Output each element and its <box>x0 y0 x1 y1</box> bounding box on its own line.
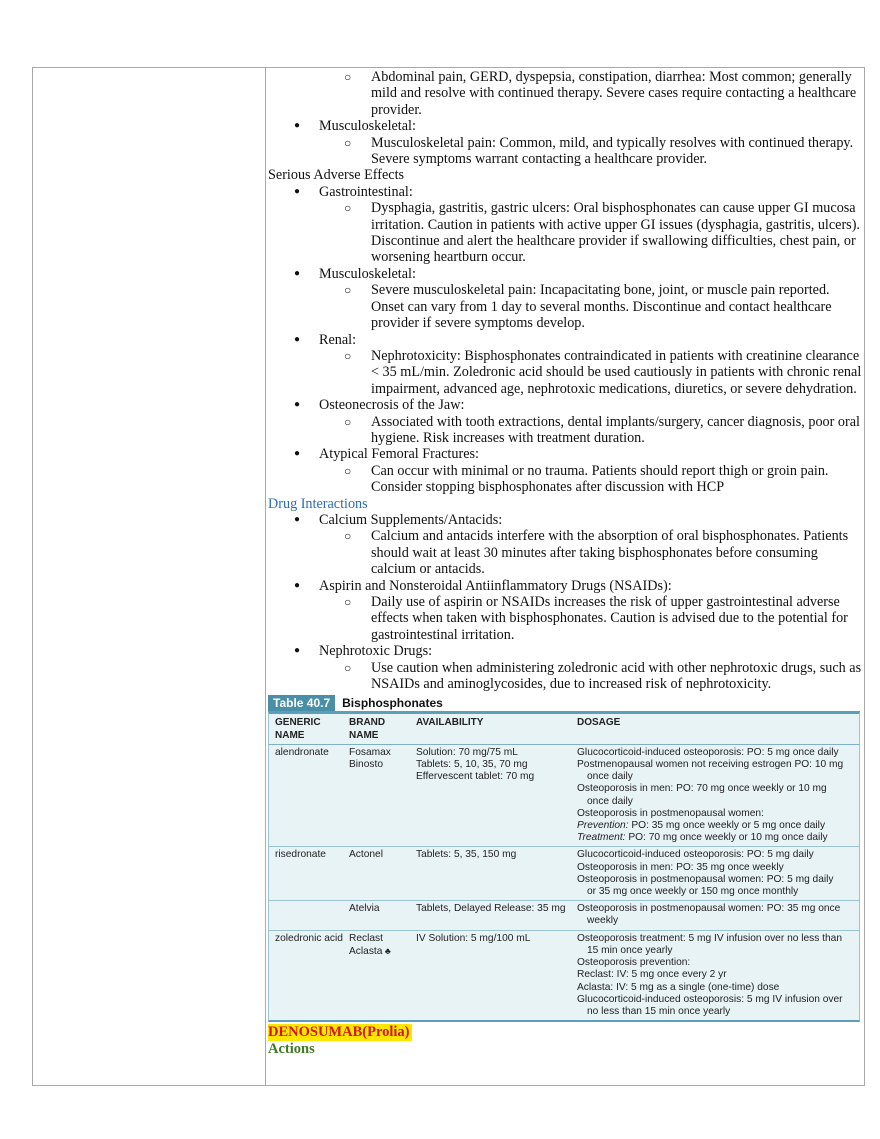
dosage-line <box>577 903 859 915</box>
table-number: Table 40.7 <box>268 695 335 711</box>
dosage-line <box>577 886 859 898</box>
cell-dosage <box>576 745 859 847</box>
availability-line: IV Solution: 5 mg/100 mL <box>416 932 531 944</box>
cell-brand <box>347 931 414 1020</box>
brand-name: Atelvia <box>349 903 380 915</box>
cell-availability <box>414 745 576 847</box>
section-heading: Serious Adverse Effects <box>268 167 405 184</box>
cell-generic <box>269 901 347 929</box>
dosage-label: Treatment: <box>577 832 626 844</box>
dosage-label: Prevention: <box>577 820 629 832</box>
sub-bullet-item: ○ Use caution when administering zoledronic acid with other nephrotoxic drugs, such as NSAIDs and aminoglycosides, due to increased risk of nephrotoxicity. <box>268 660 864 693</box>
cell-dosage <box>576 901 859 929</box>
dosage-text: Postmenopausal women not receiving estrogen PO: 10 mg <box>577 759 844 771</box>
dosage-line <box>577 771 859 783</box>
cell-generic: alendronate <box>275 746 329 758</box>
cell-availability <box>414 931 576 1020</box>
dosage-line <box>577 832 859 844</box>
header-dosage: DOSAGE <box>577 717 621 729</box>
sub-bullet-item: ○ Severe musculoskeletal pain: Incapacitating bone, joint, or muscle pain reported. Onset can vary from 1 day to several months. Discontinue and contact healthcare provider if severe symptoms develop. <box>268 282 864 331</box>
dosage-text: or 35 mg once weekly or 150 mg once monthly <box>587 886 799 898</box>
cell-dosage <box>576 931 859 1020</box>
bullet-item: ● Musculoskeletal: <box>268 266 864 282</box>
dosage-line <box>577 945 859 957</box>
dosage-line <box>577 994 859 1006</box>
table-title: Bisphosphonates <box>342 695 443 710</box>
table-row <box>269 745 859 848</box>
dosage-text: Osteoporosis in men: PO: 70 mg once weekly or 10 mg <box>577 783 827 795</box>
dosage-line <box>577 759 859 771</box>
sub-bullet-item: ○ Nephrotoxicity: Bisphosphonates contraindicated in patients with creatinine clearance < 35 mL/min. Zoledronic acid should be used cautiously in patients with chronic renal impairment, advanced age, nephrotoxic medications, diuretics, or severe dehydration. <box>268 348 864 397</box>
table-rows <box>269 745 859 1020</box>
dosage-line <box>577 933 859 945</box>
bullet-item: ● Gastrointestinal: <box>268 184 864 200</box>
dosage-text: no less than 15 min once yearly <box>587 1005 731 1017</box>
cell-availability <box>414 847 576 900</box>
cell-generic: zoledronic acid <box>275 932 343 944</box>
bullet-item: ● Atypical Femoral Fractures: <box>268 446 864 462</box>
availability-line: Tablets, Delayed Release: 35 mg <box>416 903 566 915</box>
dosage-text: 15 min once yearly <box>587 944 673 956</box>
table-header-row <box>269 714 859 744</box>
table-row <box>269 901 859 930</box>
header-generic: GENERIC NAME <box>275 717 321 741</box>
table-caption <box>268 694 860 711</box>
dosage-text: Glucocorticoid-induced osteoporosis: PO: 5 mg daily <box>577 849 814 861</box>
section-heading: Drug Interactions <box>268 495 368 512</box>
sub-bullet-item: ○ Daily use of aspirin or NSAIDs increases the risk of upper gastrointestinal adverse effects when taken with bisphosphonates. Caution is advised due to the potential for gastrointestinal irritation. <box>268 594 864 643</box>
brand-name: Fosamax <box>349 746 391 758</box>
dosage-text: Reclast: IV: 5 mg once every 2 yr <box>577 969 727 981</box>
maple-leaf-icon: ♣ <box>382 945 391 956</box>
sub-bullet-item: ○ Musculoskeletal pain: Common, mild, and typically resolves with continued therapy. Severe symptoms warrant contacting a healthcare provider. <box>268 135 864 168</box>
sub-bullet-item: ○ Calcium and antacids interfere with the absorption of oral bisphosphonates. Patients should wait at least 30 minutes after taking bisphosphonates before consuming calcium or antacids. <box>268 528 864 577</box>
dosage-line <box>577 915 859 927</box>
dosage-text: PO: 70 mg once weekly or 10 mg once daily <box>625 832 828 844</box>
brand-name: Actonel <box>349 849 383 861</box>
dosage-text: Osteoporosis in men: PO: 35 mg once weekly <box>577 861 784 873</box>
bullet-item: ● Renal: <box>268 332 864 348</box>
dosage-line <box>577 874 859 886</box>
header-brand: BRAND NAME <box>349 717 386 741</box>
dosage-text: Glucocorticoid-induced osteoporosis: PO: 5 mg once daily <box>577 746 839 758</box>
dosage-text: Osteoporosis in postmenopausal women: PO: 35 mg once <box>577 903 841 915</box>
cell-brand <box>347 847 414 900</box>
dosage-line <box>577 1006 859 1018</box>
dosage-text: PO: 35 mg once weekly or 5 mg once daily <box>628 820 826 832</box>
bullet-item: ● Musculoskeletal: <box>268 118 864 134</box>
dosage-text: Aclasta: IV: 5 mg as a single (one-time) dose <box>577 981 780 993</box>
sub-bullet-item: ○ Abdominal pain, GERD, dyspepsia, constipation, diarrhea: Most common; generally mild and resolve with continued therapy. Severe cases require contacting a healthcare provider. <box>268 69 864 118</box>
dosage-line <box>577 783 859 795</box>
sub-bullet-item: ○ Associated with tooth extractions, dental implants/surgery, cancer diagnosis, poor oral hygiene. Risk increases with treatment duration. <box>268 414 864 447</box>
bullet-item: ● Calcium Supplements/Antacids: <box>268 512 864 528</box>
dosage-text: weekly <box>587 915 619 927</box>
sub-bullet-item: ○ Dysphagia, gastritis, gastric ulcers: Oral bisphosphonates can cause upper GI mucosa irritation. Caution in patients with active upper GI issues (dysphagia, gastritis, ulcers). Discontinue and alert the healthcare provider if swallowing difficulties, chest pain, or worsening heartburn occur. <box>268 200 864 266</box>
table-row <box>269 931 859 1020</box>
brand-name: Aclasta <box>349 945 383 957</box>
bullet-item: ● Osteonecrosis of the Jaw: <box>268 397 864 413</box>
availability-line: Tablets: 5, 35, 150 mg <box>416 849 517 861</box>
dosage-text: once daily <box>587 771 633 783</box>
table-row <box>269 847 859 901</box>
dosage-text: Osteoporosis treatment: 5 mg IV infusion over no less than <box>577 932 843 944</box>
dosage-line <box>577 796 859 808</box>
cell-availability <box>414 901 576 929</box>
availability-line: Effervescent tablet: 70 mg <box>416 771 535 783</box>
dosage-line <box>577 862 859 874</box>
bullet-item: ● Nephrotoxic Drugs: <box>268 643 864 659</box>
availability-line: Tablets: 5, 10, 35, 70 mg <box>416 759 528 771</box>
dosage-line <box>577 820 859 832</box>
notes-content <box>268 69 864 1057</box>
denosumab-heading: DENOSUMAB(Prolia) <box>268 1024 410 1041</box>
dosage-text: Glucocorticoid-induced osteoporosis: 5 mg IV infusion over <box>577 993 843 1005</box>
dosage-line <box>577 849 859 861</box>
dosage-line <box>577 969 859 981</box>
dosage-line <box>577 808 859 820</box>
actions-heading: Actions <box>268 1040 315 1057</box>
header-availability: AVAILABILITY <box>416 717 484 729</box>
dosage-line <box>577 982 859 994</box>
dosage-text: Osteoporosis in postmenopausal women: PO: 5 mg daily <box>577 873 834 885</box>
bisphosphonates-table <box>268 694 860 1022</box>
dosage-text: once daily <box>587 795 633 807</box>
dosage-line <box>577 747 859 759</box>
table-body <box>268 711 860 1022</box>
cell-brand <box>347 901 414 929</box>
cell-dosage <box>576 847 859 900</box>
notes-blocks <box>268 69 864 692</box>
dosage-text: Osteoporosis in postmenopausal women: <box>577 807 764 819</box>
sub-bullet-item: ○ Can occur with minimal or no trauma. Patients should report thigh or groin pain. Consider stopping bisphosphonates after discussion with HCP <box>268 463 864 496</box>
dosage-text: Osteoporosis prevention: <box>577 957 691 969</box>
bullet-item: ● Aspirin and Nonsteroidal Antiinflammatory Drugs (NSAIDs): <box>268 578 864 594</box>
cell-brand <box>347 745 414 847</box>
availability-line: Solution: 70 mg/75 mL <box>416 746 518 758</box>
dosage-line <box>577 957 859 969</box>
cell-generic: risedronate <box>275 849 326 861</box>
column-divider <box>265 67 266 1086</box>
brand-name: Reclast <box>349 932 383 944</box>
brand-name: Binosto <box>349 759 383 771</box>
